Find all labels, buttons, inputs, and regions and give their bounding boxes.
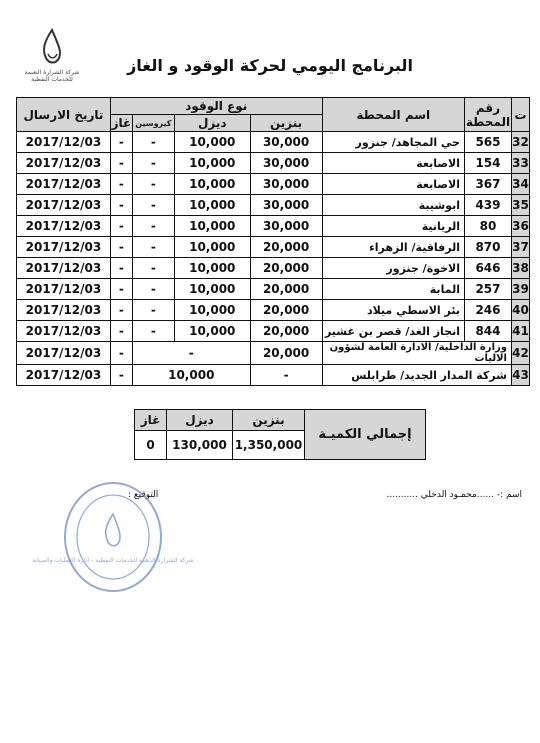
table-row [17,321,530,342]
totals-label: إجمالي الكميـة [305,410,426,460]
station-no-cell: 646 [464,258,511,279]
send-date-cell: 2017/12/03 [17,279,111,300]
gasoline-cell: 30,000 [250,195,322,216]
stamp-text: شركة الشرارة الذهبية للخدمات النفطية - ادارة العمليات والصيانة [32,557,194,564]
table-row [17,342,530,365]
seq-cell: 40 [511,300,529,321]
header-gasoline: بنزين [250,115,322,132]
gas-cell: - [110,216,132,237]
send-date-cell: 2017/12/03 [17,132,111,153]
table-row [17,237,530,258]
table-row [17,195,530,216]
table-row [17,153,530,174]
seq-cell: 41 [511,321,529,342]
station-no-cell: 565 [464,132,511,153]
diesel-cell: - [132,342,250,365]
station-name-cell: المابة [322,279,464,300]
send-date-cell: 2017/12/03 [17,300,111,321]
name-line: اسم :- ......محمـود الدخلي ........... [386,490,522,500]
send-date-cell: 2017/12/03 [17,195,111,216]
totals-table [134,409,426,460]
logo-text: شركة الشرارة النعيمة للخدمات النفطية [24,69,80,83]
kerosene-cell: - [132,132,174,153]
gasoline-cell: 20,000 [250,342,322,365]
totals-diesel-value: 130,000 [167,431,233,460]
header-station-name: اسم المحطة [322,98,464,132]
station-name-cell: الاصابعة [322,174,464,195]
gasoline-cell: - [250,365,322,386]
diesel-cell: 10,000 [174,279,250,300]
gas-cell: - [110,321,132,342]
diesel-cell: 10,000 [174,258,250,279]
gasoline-cell: 20,000 [250,321,322,342]
gas-cell: - [110,237,132,258]
send-date-cell: 2017/12/03 [17,237,111,258]
seq-cell: 35 [511,195,529,216]
table-row [17,279,530,300]
kerosene-cell: - [132,279,174,300]
diesel-cell: 10,000 [174,216,250,237]
send-date-cell: 2017/12/03 [17,174,111,195]
gasoline-cell: 30,000 [250,153,322,174]
gasoline-cell: 20,000 [250,237,322,258]
station-name-cell: الاصابعة [322,153,464,174]
kerosene-cell: - [132,216,174,237]
send-date-cell: 2017/12/03 [17,216,111,237]
gasoline-cell: 30,000 [250,132,322,153]
header-diesel: ديزل [174,115,250,132]
table-row [17,300,530,321]
diesel-cell: 10,000 [174,300,250,321]
station-name-cell: شركة المدار الجديد/ طرابلس [322,365,511,386]
gas-cell: - [110,300,132,321]
kerosene-cell: - [132,321,174,342]
gasoline-cell: 30,000 [250,216,322,237]
gasoline-cell: 20,000 [250,258,322,279]
fuel-schedule-table [16,97,530,386]
station-name-cell: الاخوة/ جنزور [322,258,464,279]
station-name-cell: الرفاقية/ الزهراء [322,237,464,258]
seq-cell: 37 [511,237,529,258]
gasoline-cell: 20,000 [250,300,322,321]
seq-cell: 33 [511,153,529,174]
diesel-cell: 10,000 [174,321,250,342]
station-no-cell: 870 [464,237,511,258]
diesel-cell: 10,000 [174,195,250,216]
kerosene-cell: - [132,195,174,216]
station-no-cell: 80 [464,216,511,237]
station-name-cell: انجاز الغد/ قصر بن غشير [322,321,464,342]
gasoline-cell: 30,000 [250,174,322,195]
diesel-cell: 10,000 [174,237,250,258]
gas-cell: - [110,258,132,279]
kerosene-cell: - [132,237,174,258]
kerosene-cell: - [132,300,174,321]
seq-cell: 32 [511,132,529,153]
totals-gas-value: 0 [135,431,167,460]
station-no-cell: 154 [464,153,511,174]
page-title: البرنامج اليومي لحركة الوقود و الغاز [127,56,413,75]
station-name-cell: ابوشيبة [322,195,464,216]
header-gas: غاز [111,116,132,130]
gas-cell: - [110,153,132,174]
send-date-cell: 2017/12/03 [17,365,111,386]
gas-cell: - [110,195,132,216]
kerosene-cell: - [132,174,174,195]
kerosene-cell: - [132,258,174,279]
station-no-cell: 367 [464,174,511,195]
gasoline-cell: 20,000 [250,279,322,300]
gas-cell: - [110,174,132,195]
table-row [17,174,530,195]
totals-header-gas: غاز [135,410,167,431]
kerosene-cell: - [132,153,174,174]
station-no-cell: 439 [464,195,511,216]
station-name-cell: بئر الاسطي ميلاد [322,300,464,321]
seq-cell: 36 [511,216,529,237]
diesel-cell: 10,000 [174,132,250,153]
seq-cell: 34 [511,174,529,195]
totals-header-diesel: ديزل [167,410,233,431]
station-name-cell: وزارة الداخلية/ الادارة العامة لشؤون الاليات [322,342,511,365]
table-row [17,365,530,386]
totals-gasoline-value: 1,350,000 [233,431,305,460]
send-date-cell: 2017/12/03 [17,153,111,174]
table-row [17,216,530,237]
station-name-cell: حي المجاهد/ جنزور [322,132,464,153]
table-row [17,258,530,279]
company-stamp [32,478,194,596]
send-date-cell: 2017/12/03 [17,258,111,279]
totals-header-gasoline: بنزين [233,410,305,431]
diesel-cell: 10,000 [174,174,250,195]
diesel-cell: 10,000 [132,365,250,386]
gas-cell: - [110,279,132,300]
send-date-cell: 2017/12/03 [17,321,111,342]
signature-label: التوقيع : [128,490,159,500]
gas-cell: - [110,342,132,365]
seq-cell: 39 [511,279,529,300]
send-date-cell: 2017/12/03 [17,342,111,365]
header-station-no: رقم المحطة [464,98,511,132]
seq-cell: 38 [511,258,529,279]
gas-cell: - [110,132,132,153]
station-name-cell: الريانية [322,216,464,237]
station-no-cell: 844 [464,321,511,342]
header-kerosene: كيروسين [132,115,174,132]
seq-cell: 42 [511,342,529,365]
gas-cell: - [110,365,132,386]
header-fuel-type: نوع الوقود [110,98,322,115]
station-no-cell: 257 [464,279,511,300]
station-no-cell: 246 [464,300,511,321]
diesel-cell: 10,000 [174,153,250,174]
seq-cell: 43 [511,365,529,386]
header-send-date: تاريخ الارسال [17,98,111,132]
header-seq: ت [511,98,529,132]
table-row [17,132,530,153]
